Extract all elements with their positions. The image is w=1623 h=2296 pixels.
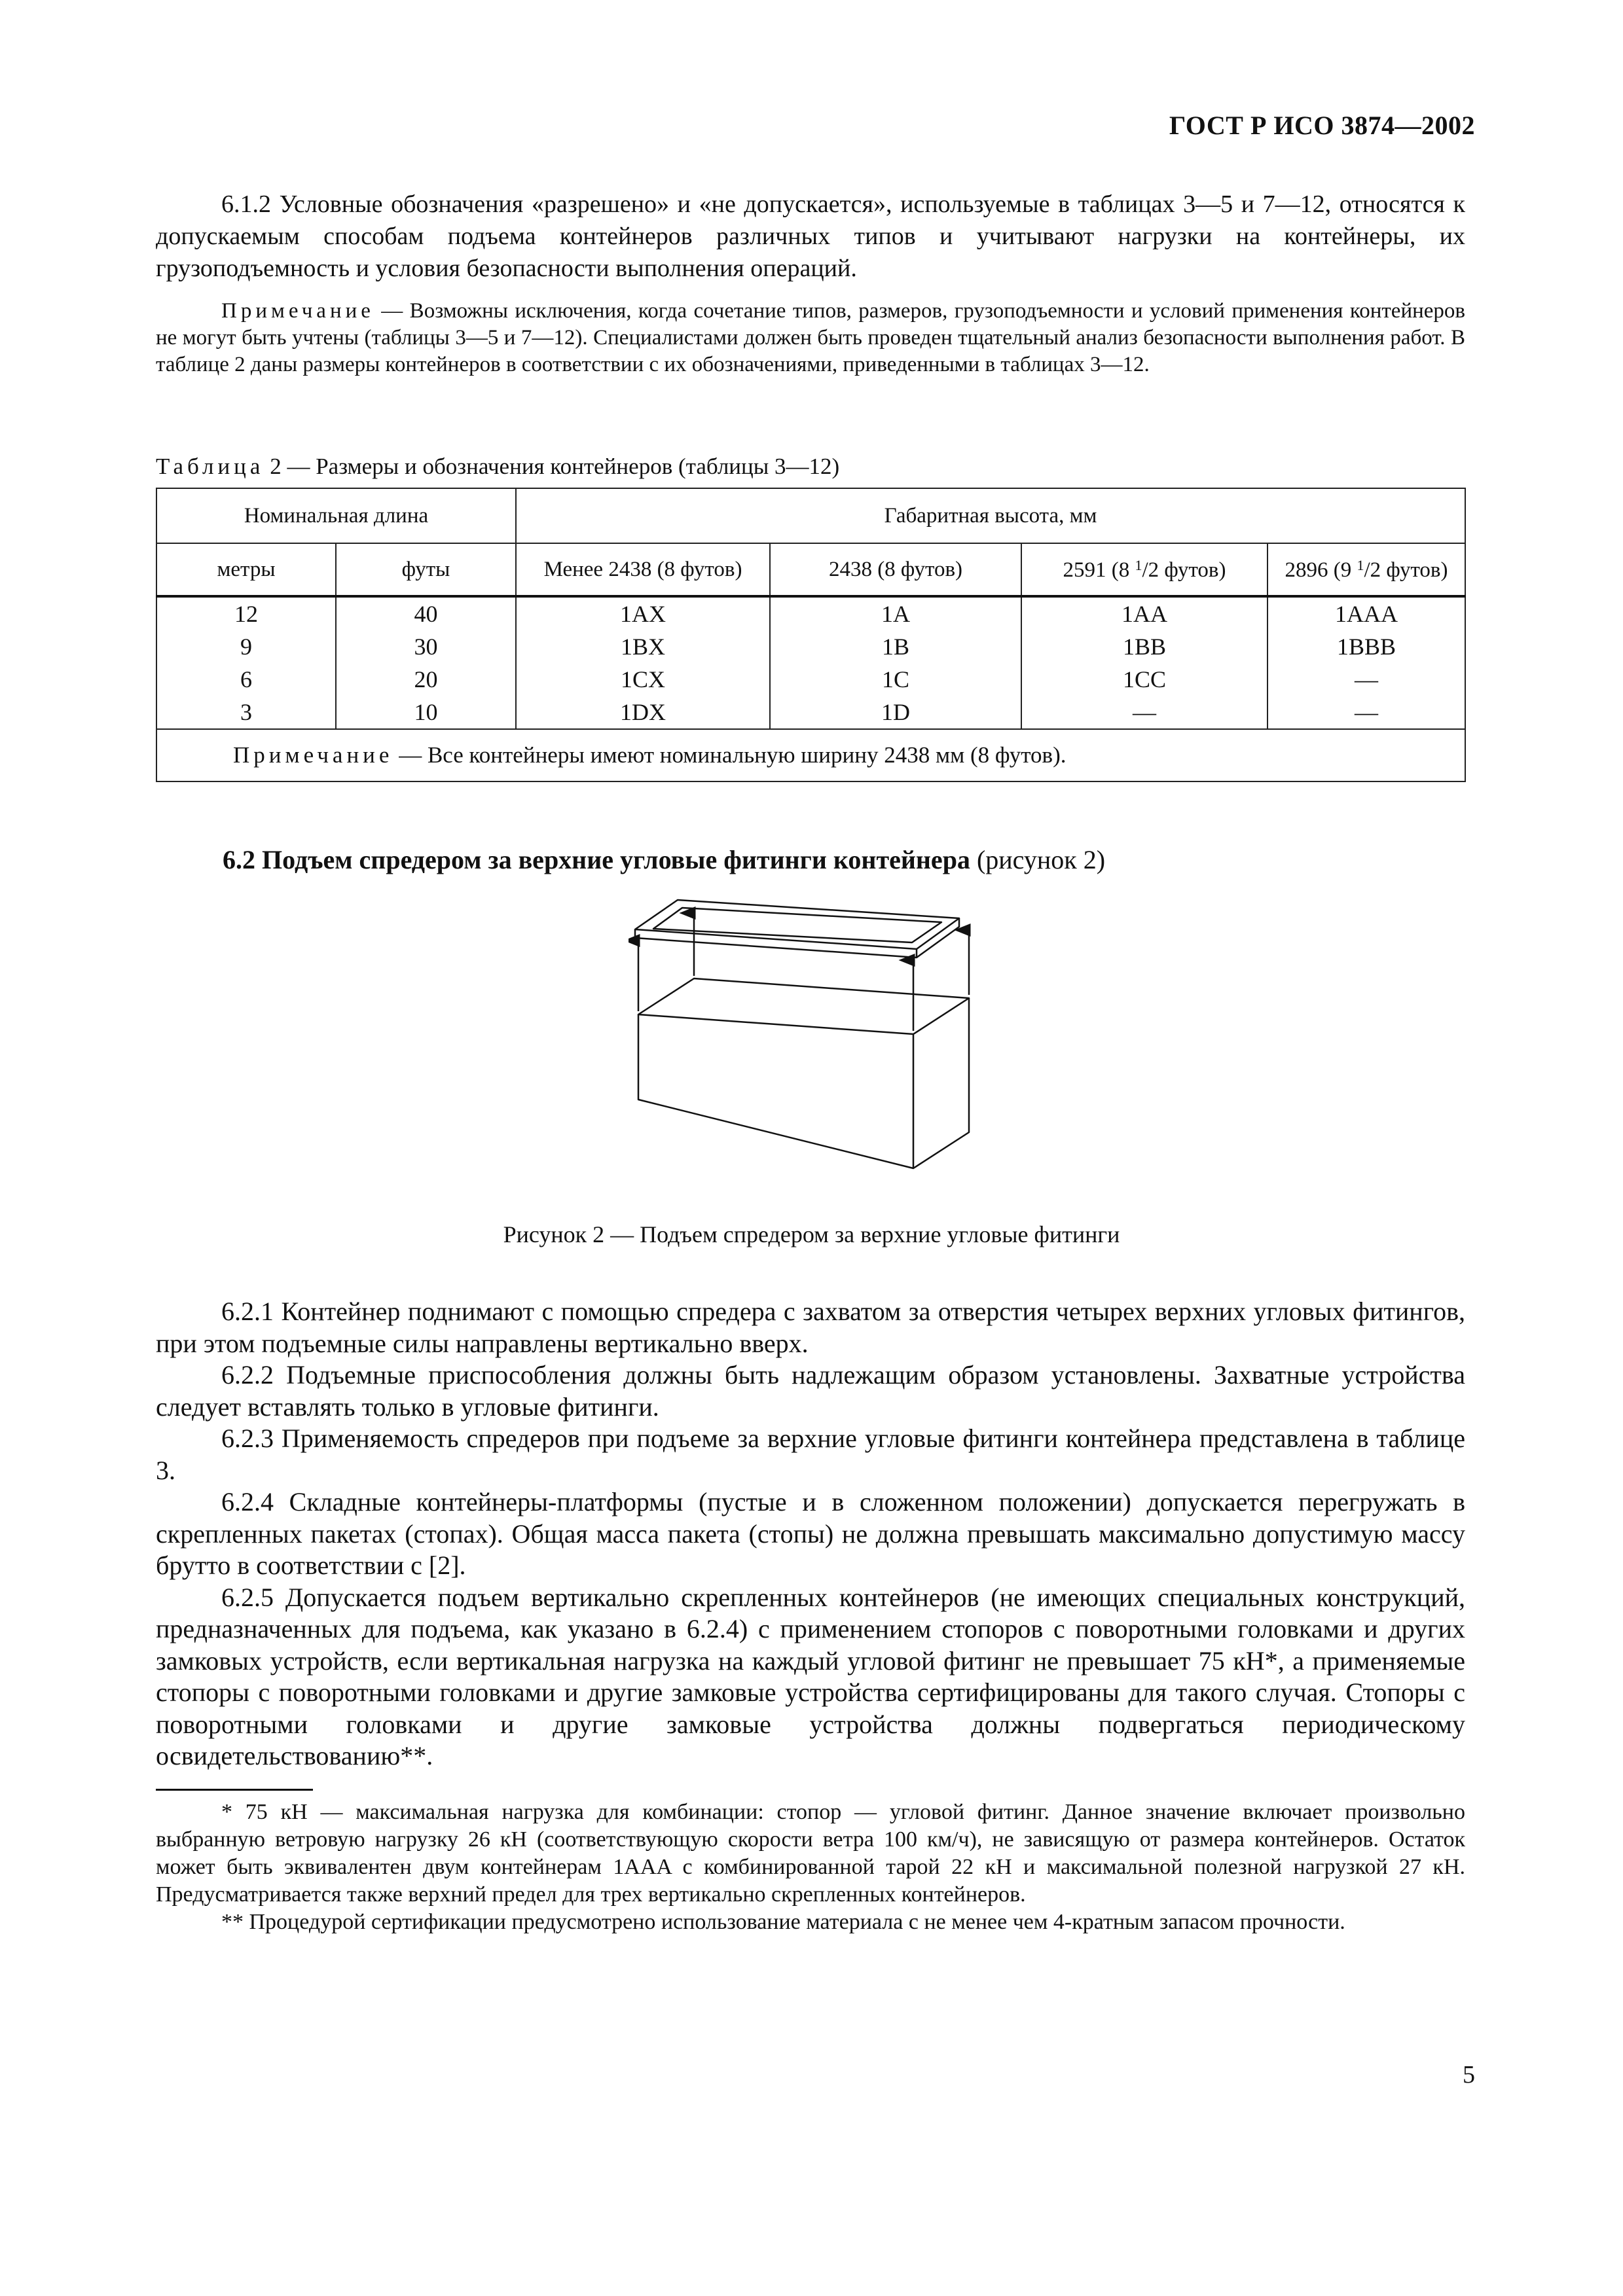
note-1-text: — Возможны исключения, когда сочетание типов, размеров, грузоподъемности и условий применения контейнеров не могут быть учтены (таблицы 3—5 и 7—12). Специалистами должен быть проведен тщательный анализ безопасности выполнения работ. В таблице 2 даны размеры контейнеров в соответствии с их обозначениями, приведенными в таблицах 3—12. (156, 299, 1465, 376)
table-row (156, 663, 1465, 696)
table-cell: 40 (336, 596, 516, 630)
table-2-caption-label: Таблица (156, 454, 264, 479)
h4-sup: 1 (1357, 556, 1364, 573)
table-note-text: — Все контейнеры имеют номинальную ширину 2438 мм (8 футов). (393, 742, 1067, 768)
note-1-label: Примечание (221, 299, 374, 323)
header-feet: футы (336, 543, 516, 596)
container-side (913, 998, 969, 1168)
table-cell: 6 (156, 663, 336, 696)
footnote-1: * 75 кН — максимальная нагрузка для комбинации: стопор — угловой фитинг. Данное значение включает произвольно выбранную ветровую нагрузку 26 кН (соответствующую скорости ветра 100 км/ч), не зависящую от размера контейнеров. Остаток может быть эквивалентен двум контейнерам 1AAA с комбинированной тарой 22 кН и максимальной полезной нагрузкой 27 кН. Предусматривается также верхний предел для трех вертикально скрепленных контейнеров. (156, 1800, 1465, 1907)
table-cell: 3 (156, 696, 336, 729)
header-height-2591 (1021, 543, 1267, 596)
section-6-2-title-bold: 6.2 Подъем спредером за верхние угловые фитинги контейнера (223, 845, 970, 874)
table-row (156, 696, 1465, 729)
spreader-frame-inner (653, 908, 941, 942)
table-cell: 1CX (516, 663, 770, 696)
table-cell: 10 (336, 696, 516, 729)
figure-2-spreader-lift-diagram (629, 893, 995, 1181)
table-cell: — (1021, 696, 1267, 729)
header-nominal-length: Номинальная длина (156, 488, 516, 543)
table-cell: 1AA (1021, 596, 1267, 630)
table-cell: 1C (770, 663, 1021, 696)
h3-post: /2 футов) (1142, 558, 1226, 582)
table-row (156, 630, 1465, 663)
page-number: 5 (1463, 2061, 1475, 2089)
container-top (638, 978, 969, 1034)
header-height-under-2438: Менее 2438 (8 футов) (516, 543, 770, 596)
table-cell: — (1267, 663, 1465, 696)
paragraph-6-2-2: 6.2.2 Подъемные приспособления должны быть надлежащим образом установлены. Захватные устройства следует вставлять только в угловые фитинги. (156, 1360, 1465, 1422)
h3-sup: 1 (1135, 556, 1142, 573)
table-cell: 12 (156, 596, 336, 630)
h4-post: /2 футов) (1364, 558, 1448, 582)
note-1 (156, 298, 1465, 378)
section-6-2-body (156, 1296, 1465, 1772)
h3-pre: 2591 (8 (1063, 558, 1135, 582)
table-header-row-2 (156, 543, 1465, 596)
table-cell: 1AAA (1267, 596, 1465, 630)
table-cell: 1CC (1021, 663, 1267, 696)
table-cell: 30 (336, 630, 516, 663)
container-front (638, 1014, 913, 1168)
table-cell: 1BB (1021, 630, 1267, 663)
section-6-2-title (223, 844, 1105, 875)
table-note (156, 729, 1465, 781)
paragraph-6-2-1: 6.2.1 Контейнер поднимают с помощью спредера с захватом за отверстия четырех верхних угловых фитингов, при этом подъемные силы направлены вертикально вверх. (156, 1297, 1465, 1358)
table-cell: 1D (770, 696, 1021, 729)
table-note-label: Примечание (233, 742, 393, 768)
standard-header: ГОСТ Р ИСО 3874—2002 (1169, 111, 1475, 140)
table-2-caption (156, 454, 839, 480)
table-cell: 1AX (516, 596, 770, 630)
table-note-row (156, 729, 1465, 781)
table-header-row-1 (156, 488, 1465, 543)
table-cell: 20 (336, 663, 516, 696)
table-cell: 9 (156, 630, 336, 663)
paragraph-6-2-3: 6.2.3 Применяемость спредеров при подъеме за верхние угловые фитинги контейнера представлена в таблице 3. (156, 1424, 1465, 1485)
header-height-2438: 2438 (8 футов) (770, 543, 1021, 596)
header-height-2896 (1267, 543, 1465, 596)
table-cell: 1B (770, 630, 1021, 663)
table-cell: 1BBB (1267, 630, 1465, 663)
footnote-divider (156, 1789, 313, 1791)
footnote-2: ** Процедурой сертификации предусмотрено использование материала с не менее чем 4-кратным запасом прочности. (221, 1910, 1345, 1934)
table-cell: 1BX (516, 630, 770, 663)
figure-2-caption: Рисунок 2 — Подъем спредером за верхние угловые фитинги (503, 1221, 1120, 1247)
footnotes (156, 1799, 1465, 1936)
spreader-frame-thickness (635, 918, 959, 958)
table-cell: 1A (770, 596, 1021, 630)
table-row (156, 596, 1465, 630)
header-meters: метры (156, 543, 336, 596)
paragraph-6-2-5: 6.2.5 Допускается подъем вертикально скрепленных контейнеров (не имеющих специальных конструкций, предназначенных для подъема, как указано в 6.2.4) с применением стопоров с поворотными головками и других замковых устройств, если вертикальная нагрузка на каждый угловой фитинг не превышает 75 кН*, а применяемые стопоры с поворотными головками и другие замковые устройства сертифицированы для такого случая. Стопоры с поворотными головками и другие замковые устройства должны подвергаться периодическому освидетельствованию**. (156, 1582, 1465, 1770)
table-cell: 1DX (516, 696, 770, 729)
paragraph-6-2-4: 6.2.4 Складные контейнеры-платформы (пустые и в сложенном положении) допускается перегружать в скрепленных пакетах (стопах). Общая масса пакета (стопы) не должна превышать максимально допустимую массу брутто в соответствии с [2]. (156, 1487, 1465, 1580)
table-cell: — (1267, 696, 1465, 729)
table-2-caption-text: 2 — Размеры и обозначения контейнеров (таблицы 3—12) (264, 454, 840, 479)
paragraph-6-1-2: 6.1.2 Условные обозначения «разрешено» и «не допускается», используемые в таблицах 3—5 и 7—12, относятся к допускаемым способам подъема контейнеров различных типов и учитывают нагрузки на контейнеры, их грузоподъемность и условия безопасности выполнения операций. (156, 190, 1465, 282)
table-2 (156, 488, 1466, 782)
section-6-2-title-ref: (рисунок 2) (970, 845, 1106, 874)
header-overall-height: Габаритная высота, мм (516, 488, 1465, 543)
h4-pre: 2896 (9 (1285, 558, 1357, 582)
